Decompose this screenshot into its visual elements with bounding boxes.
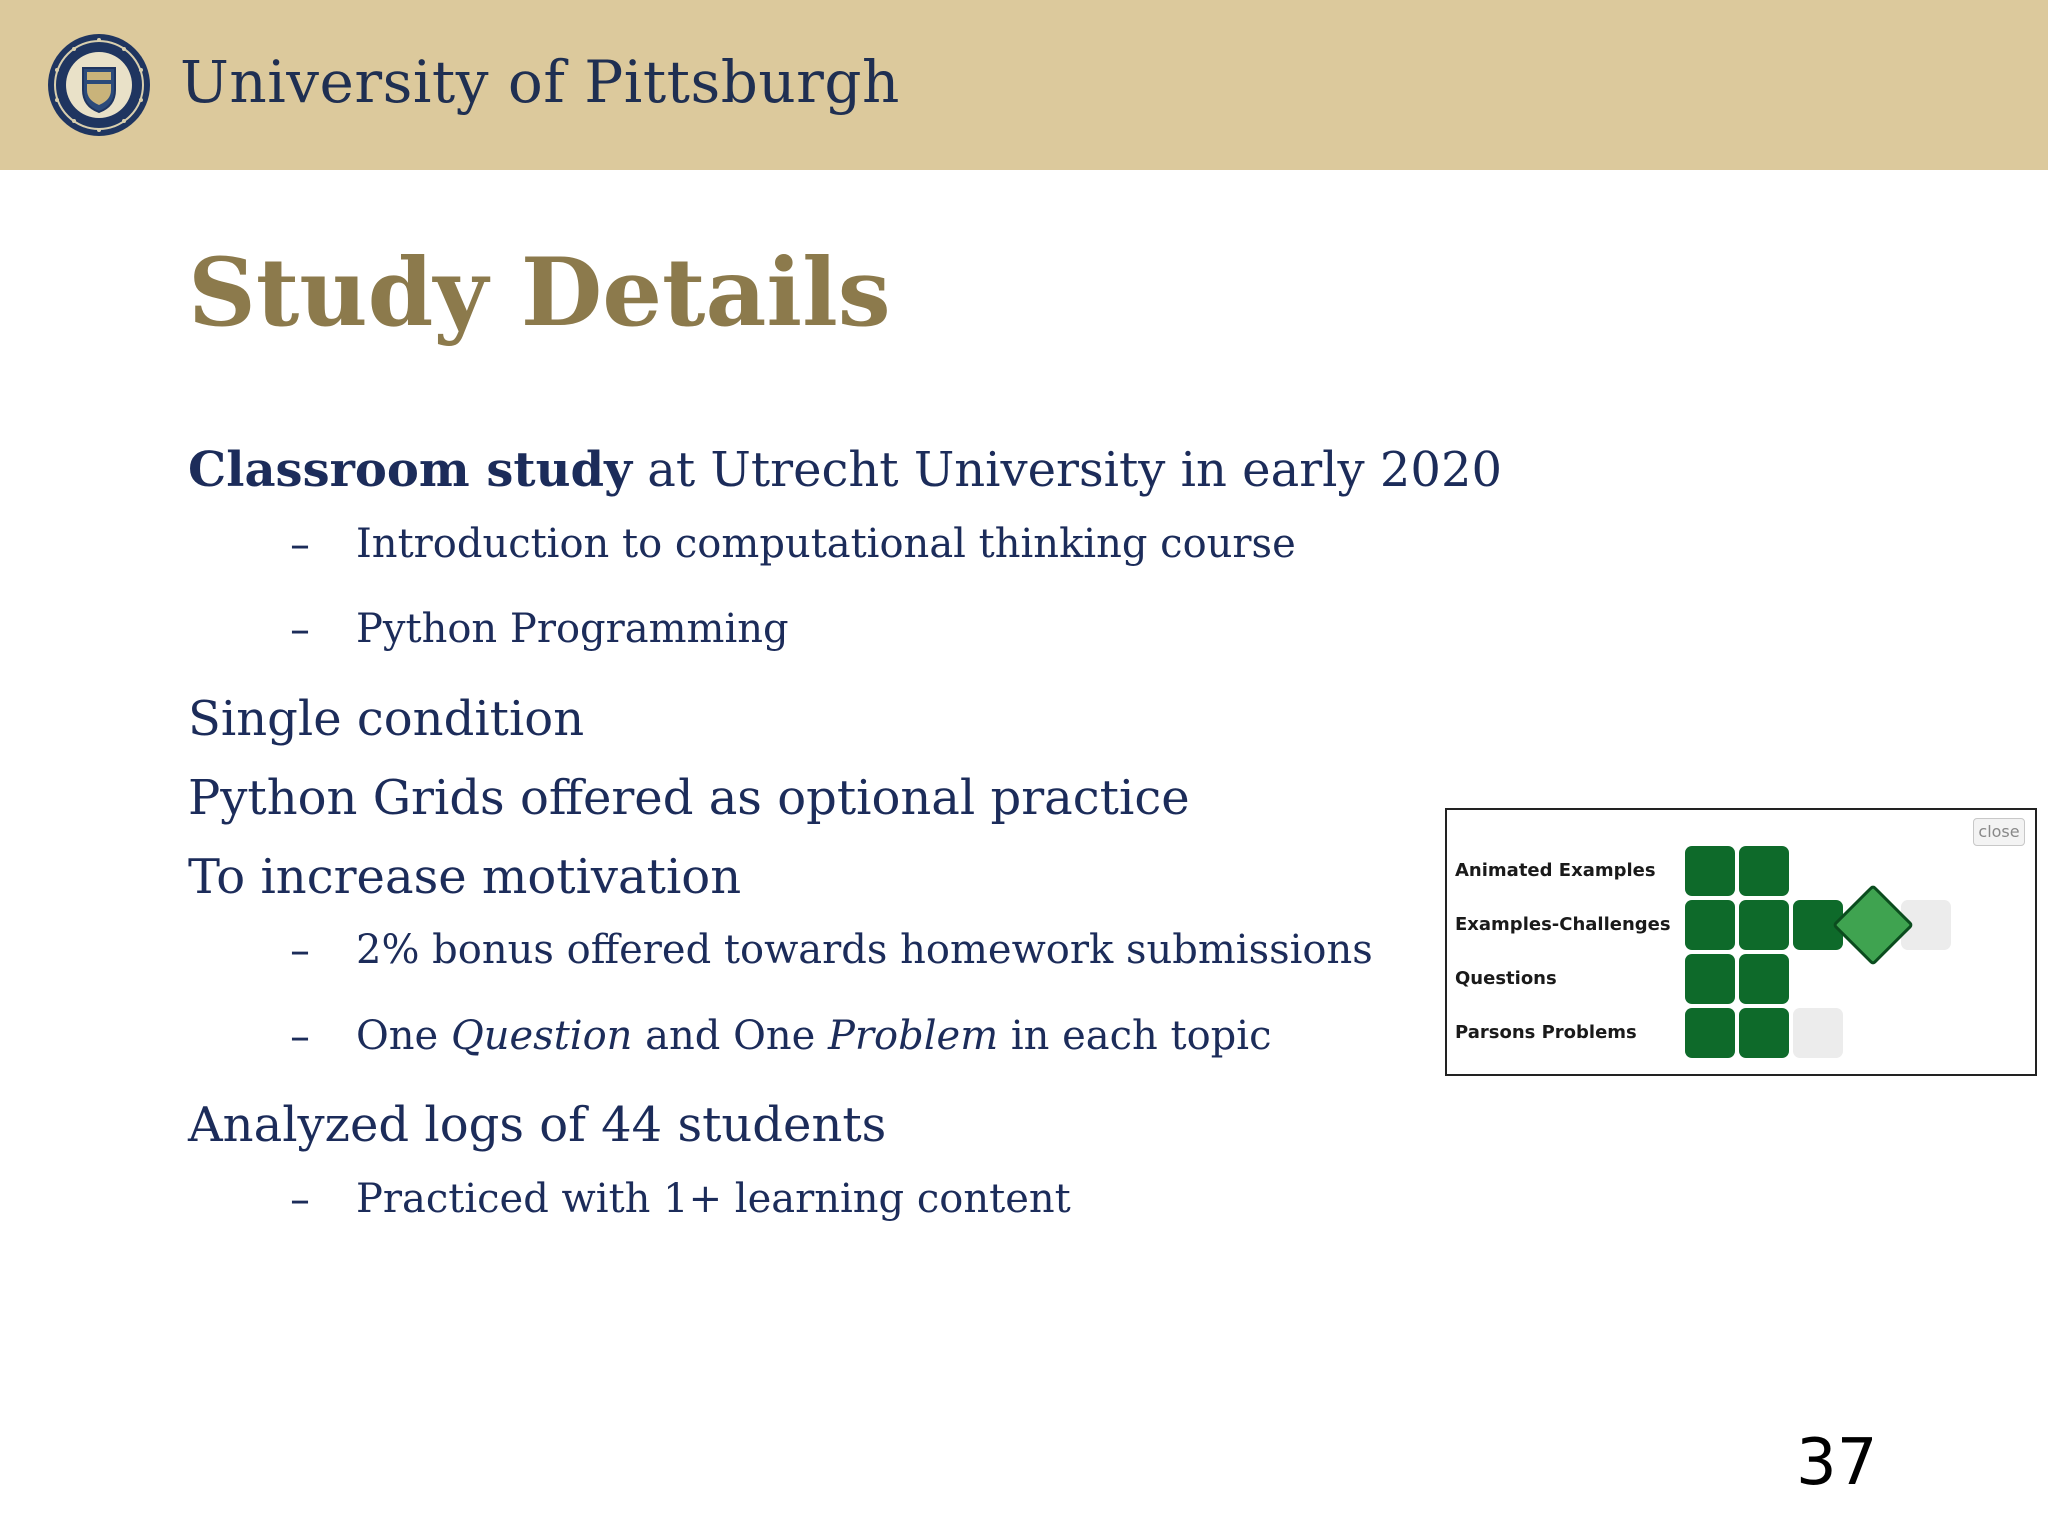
bullet-text: at Utrecht University in early 2020 xyxy=(631,442,1503,498)
sub-bullet-dash: – xyxy=(290,1014,310,1060)
page-number: 37 xyxy=(1796,1426,1878,1500)
grid-cell[interactable] xyxy=(1739,1008,1789,1058)
row-label-parsons-problems: Parsons Problems xyxy=(1455,1022,1637,1043)
python-grids-widget xyxy=(1445,808,2037,1076)
grid-cell[interactable] xyxy=(1739,954,1789,1004)
header-band xyxy=(0,0,2048,170)
sub-bullet-course: Introduction to computational thinking course xyxy=(356,521,1296,567)
sub-bullet-dash: – xyxy=(290,1177,310,1223)
row-label-animated-examples: Animated Examples xyxy=(1455,860,1656,881)
bullet-analyzed-logs: Analyzed logs of 44 students xyxy=(188,1097,887,1153)
grid-cell[interactable] xyxy=(1739,900,1789,950)
bullet-classroom-study xyxy=(188,442,1502,498)
row-label-questions: Questions xyxy=(1455,968,1557,989)
grid-cell[interactable] xyxy=(1739,846,1789,896)
close-button[interactable]: close xyxy=(1973,818,2025,846)
university-name: University of Pittsburgh xyxy=(180,48,900,116)
text-part-italic: Problem xyxy=(828,1013,999,1059)
sub-bullet-dash: – xyxy=(290,522,310,568)
grid-cell[interactable] xyxy=(1685,846,1735,896)
sub-bullet-dash: – xyxy=(290,928,310,974)
sub-bullet-bonus: 2% bonus offered towards homework submissions xyxy=(356,927,1373,973)
bullet-motivation: To increase motivation xyxy=(188,849,742,905)
sub-bullet-python: Python Programming xyxy=(356,606,789,652)
text-part-italic: Question xyxy=(450,1013,633,1059)
sub-bullet-dash: – xyxy=(290,607,310,653)
slide-title: Study Details xyxy=(188,238,891,348)
grid-cell-empty[interactable] xyxy=(1793,1008,1843,1058)
sub-bullet-question-problem xyxy=(356,1013,1271,1059)
grid-cell[interactable] xyxy=(1685,900,1735,950)
grid-cell[interactable] xyxy=(1685,1008,1735,1058)
selected-topic-diamond[interactable] xyxy=(1832,884,1914,966)
bullet-single-condition: Single condition xyxy=(188,691,585,747)
text-part: in each topic xyxy=(998,1013,1272,1059)
grid-cell[interactable] xyxy=(1685,954,1735,1004)
row-label-examples-challenges: Examples-Challenges xyxy=(1455,914,1671,935)
text-part: One xyxy=(356,1013,451,1059)
bullet-python-grids: Python Grids offered as optional practice xyxy=(188,770,1190,826)
bullet-bold-lead: Classroom study xyxy=(188,442,632,498)
sub-bullet-practiced: Practiced with 1+ learning content xyxy=(356,1176,1071,1222)
university-seal-icon xyxy=(46,32,152,138)
text-part: and One xyxy=(632,1013,829,1059)
